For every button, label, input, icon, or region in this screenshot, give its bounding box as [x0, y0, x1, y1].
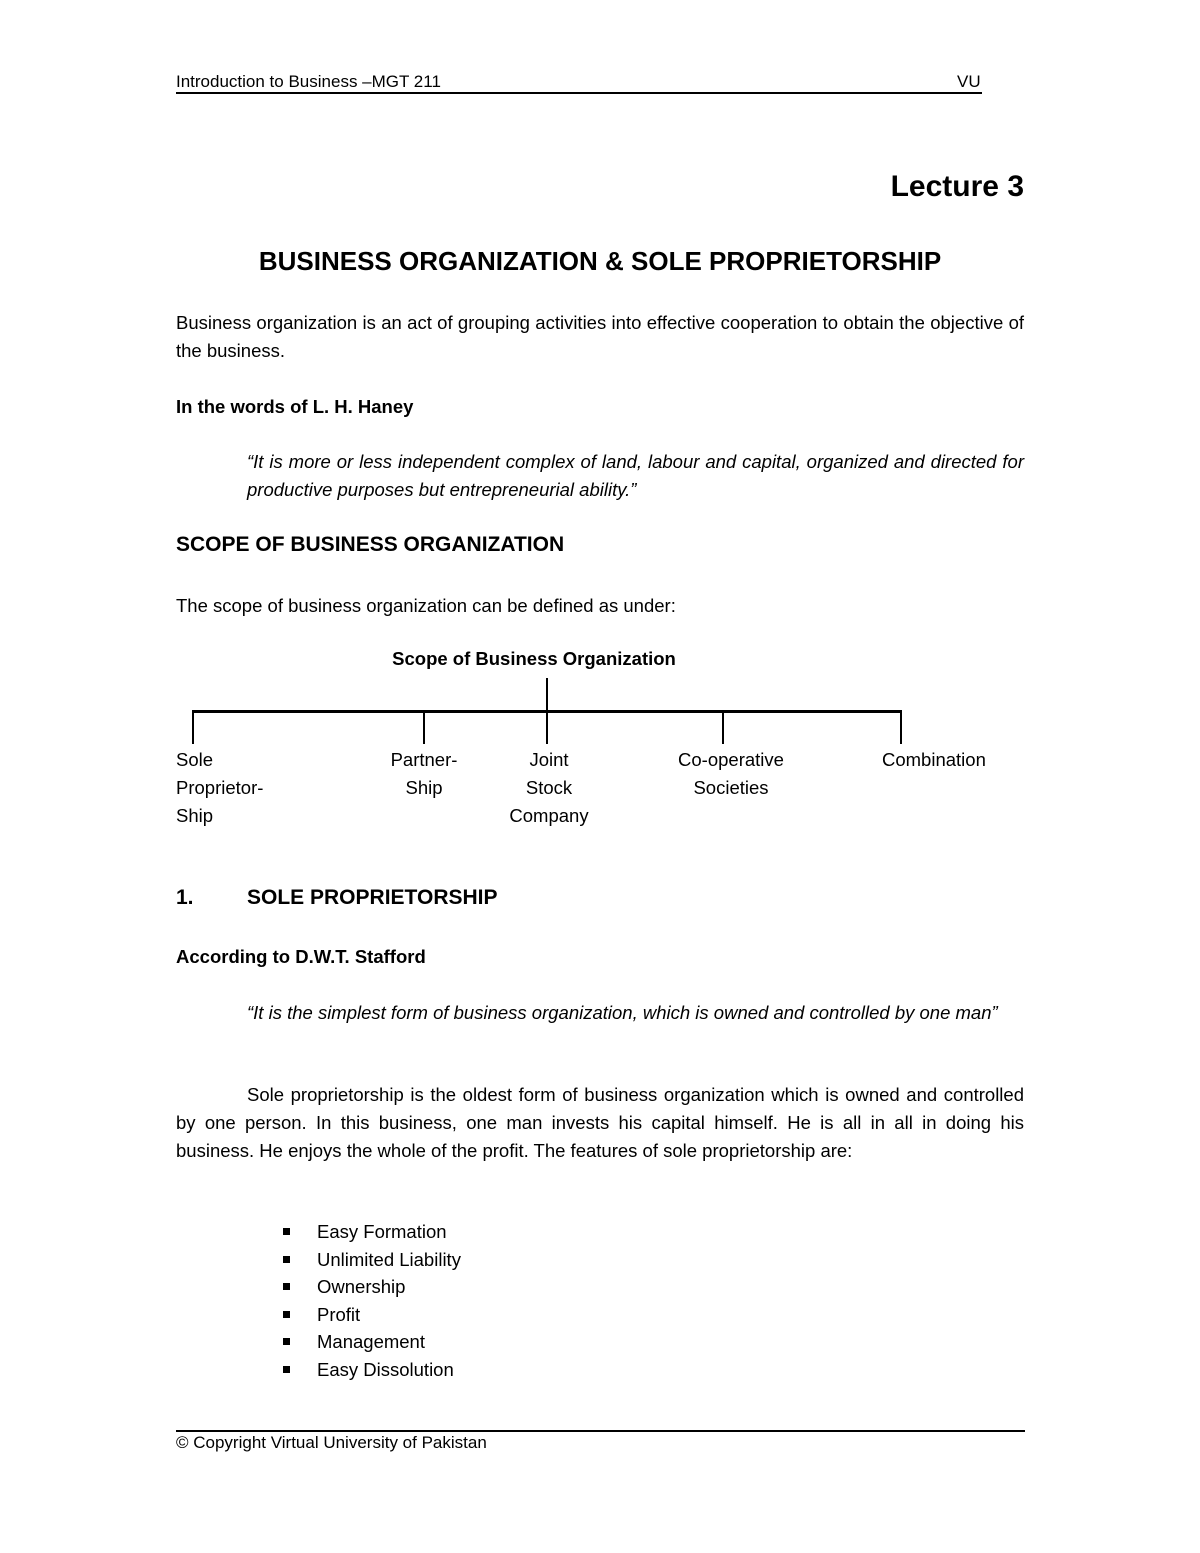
footer-copyright: © Copyright Virtual University of Pakistan	[176, 1433, 487, 1452]
scope-intro: The scope of business organization can be defined as under:	[176, 595, 676, 616]
haney-quote: “It is more or less independent complex of land, labour and capital, organized and directed for productive purposes but entrepreneurial ability.”	[247, 451, 1024, 500]
diagram-node-line: Stock	[525, 777, 573, 798]
list-item-label: Easy Formation	[317, 1221, 447, 1242]
diagram-node-line: Sole	[176, 749, 214, 770]
diagram-branch-line	[192, 710, 194, 744]
diagram-node-sole-proprietorship	[176, 746, 263, 830]
bullet-square-icon	[283, 1228, 290, 1235]
bullet-square-icon	[283, 1311, 290, 1318]
list-item	[283, 1273, 461, 1301]
list-item	[283, 1328, 461, 1356]
bullet-square-icon	[283, 1256, 290, 1263]
diagram-node-line: Ship	[176, 805, 214, 826]
diagram-branch-line	[546, 710, 548, 744]
list-item	[283, 1356, 461, 1384]
diagram-node-line: Combination	[882, 749, 986, 770]
diagram-node-cooperative-societies	[651, 746, 811, 802]
diagram-node-line: Societies	[693, 777, 769, 798]
list-item-label: Unlimited Liability	[317, 1248, 461, 1270]
diagram-branch-line	[722, 710, 724, 744]
diagram-node-combination	[882, 746, 986, 774]
header-title: Introduction to Business –MGT 211	[176, 72, 441, 91]
bullet-square-icon	[283, 1338, 290, 1345]
diagram-branch-line	[423, 710, 425, 744]
list-item	[283, 1218, 461, 1246]
diagram-node-line: Co-operative	[678, 749, 784, 770]
header-institution: VU	[957, 72, 981, 91]
scope-heading: SCOPE OF BUSINESS ORGANIZATION	[176, 533, 565, 556]
list-item-label: Management	[317, 1331, 425, 1352]
features-list	[283, 1218, 461, 1383]
header-rule	[176, 92, 982, 94]
diagram-branch-line	[900, 710, 902, 744]
diagram-node-line: Partner-	[390, 749, 458, 770]
diagram-node-line: Proprietor-	[176, 777, 264, 798]
diagram-node-line: Company	[509, 805, 589, 826]
list-item-label: Easy Dissolution	[317, 1358, 454, 1380]
footer-rule	[176, 1430, 1025, 1432]
body-paragraph: Sole proprietorship is the oldest form of business organization which is owned and controlled by one person. In this business, one man invests his capital himself. He is all in all in doing his business. He enjoys the whole of the profit. The features of sole proprietorship are:	[176, 1084, 1024, 1161]
bullet-square-icon	[283, 1366, 290, 1373]
section-title: SOLE PROPRIETORSHIP	[247, 886, 498, 909]
diagram-root: Scope of Business Organization	[392, 648, 676, 669]
lecture-number: Lecture 3	[890, 170, 1024, 203]
bullet-square-icon	[283, 1283, 290, 1290]
section-number: 1.	[176, 886, 194, 909]
list-item-label: Profit	[317, 1303, 361, 1325]
page-title: BUSINESS ORGANIZATION & SOLE PROPRIETORSHIP	[258, 246, 942, 276]
list-item-label: Ownership	[317, 1276, 406, 1297]
diagram-root-connector	[546, 678, 548, 712]
haney-heading: In the words of L. H. Haney	[176, 396, 414, 417]
intro-paragraph: Business organization is an act of grouping activities into effective cooperation to obtain the objective of the business.	[176, 312, 1024, 361]
stafford-heading: According to D.W.T. Stafford	[176, 946, 426, 967]
diagram-node-line: Ship	[405, 777, 443, 798]
diagram-node-joint-stock-company	[489, 746, 609, 830]
list-item	[283, 1246, 461, 1274]
stafford-quote: “It is the simplest form of business organization, which is owned and controlled by one man”	[247, 1002, 998, 1023]
list-item	[283, 1301, 461, 1329]
diagram-node-line: Joint	[529, 749, 569, 770]
diagram-node-partnership	[364, 746, 484, 802]
